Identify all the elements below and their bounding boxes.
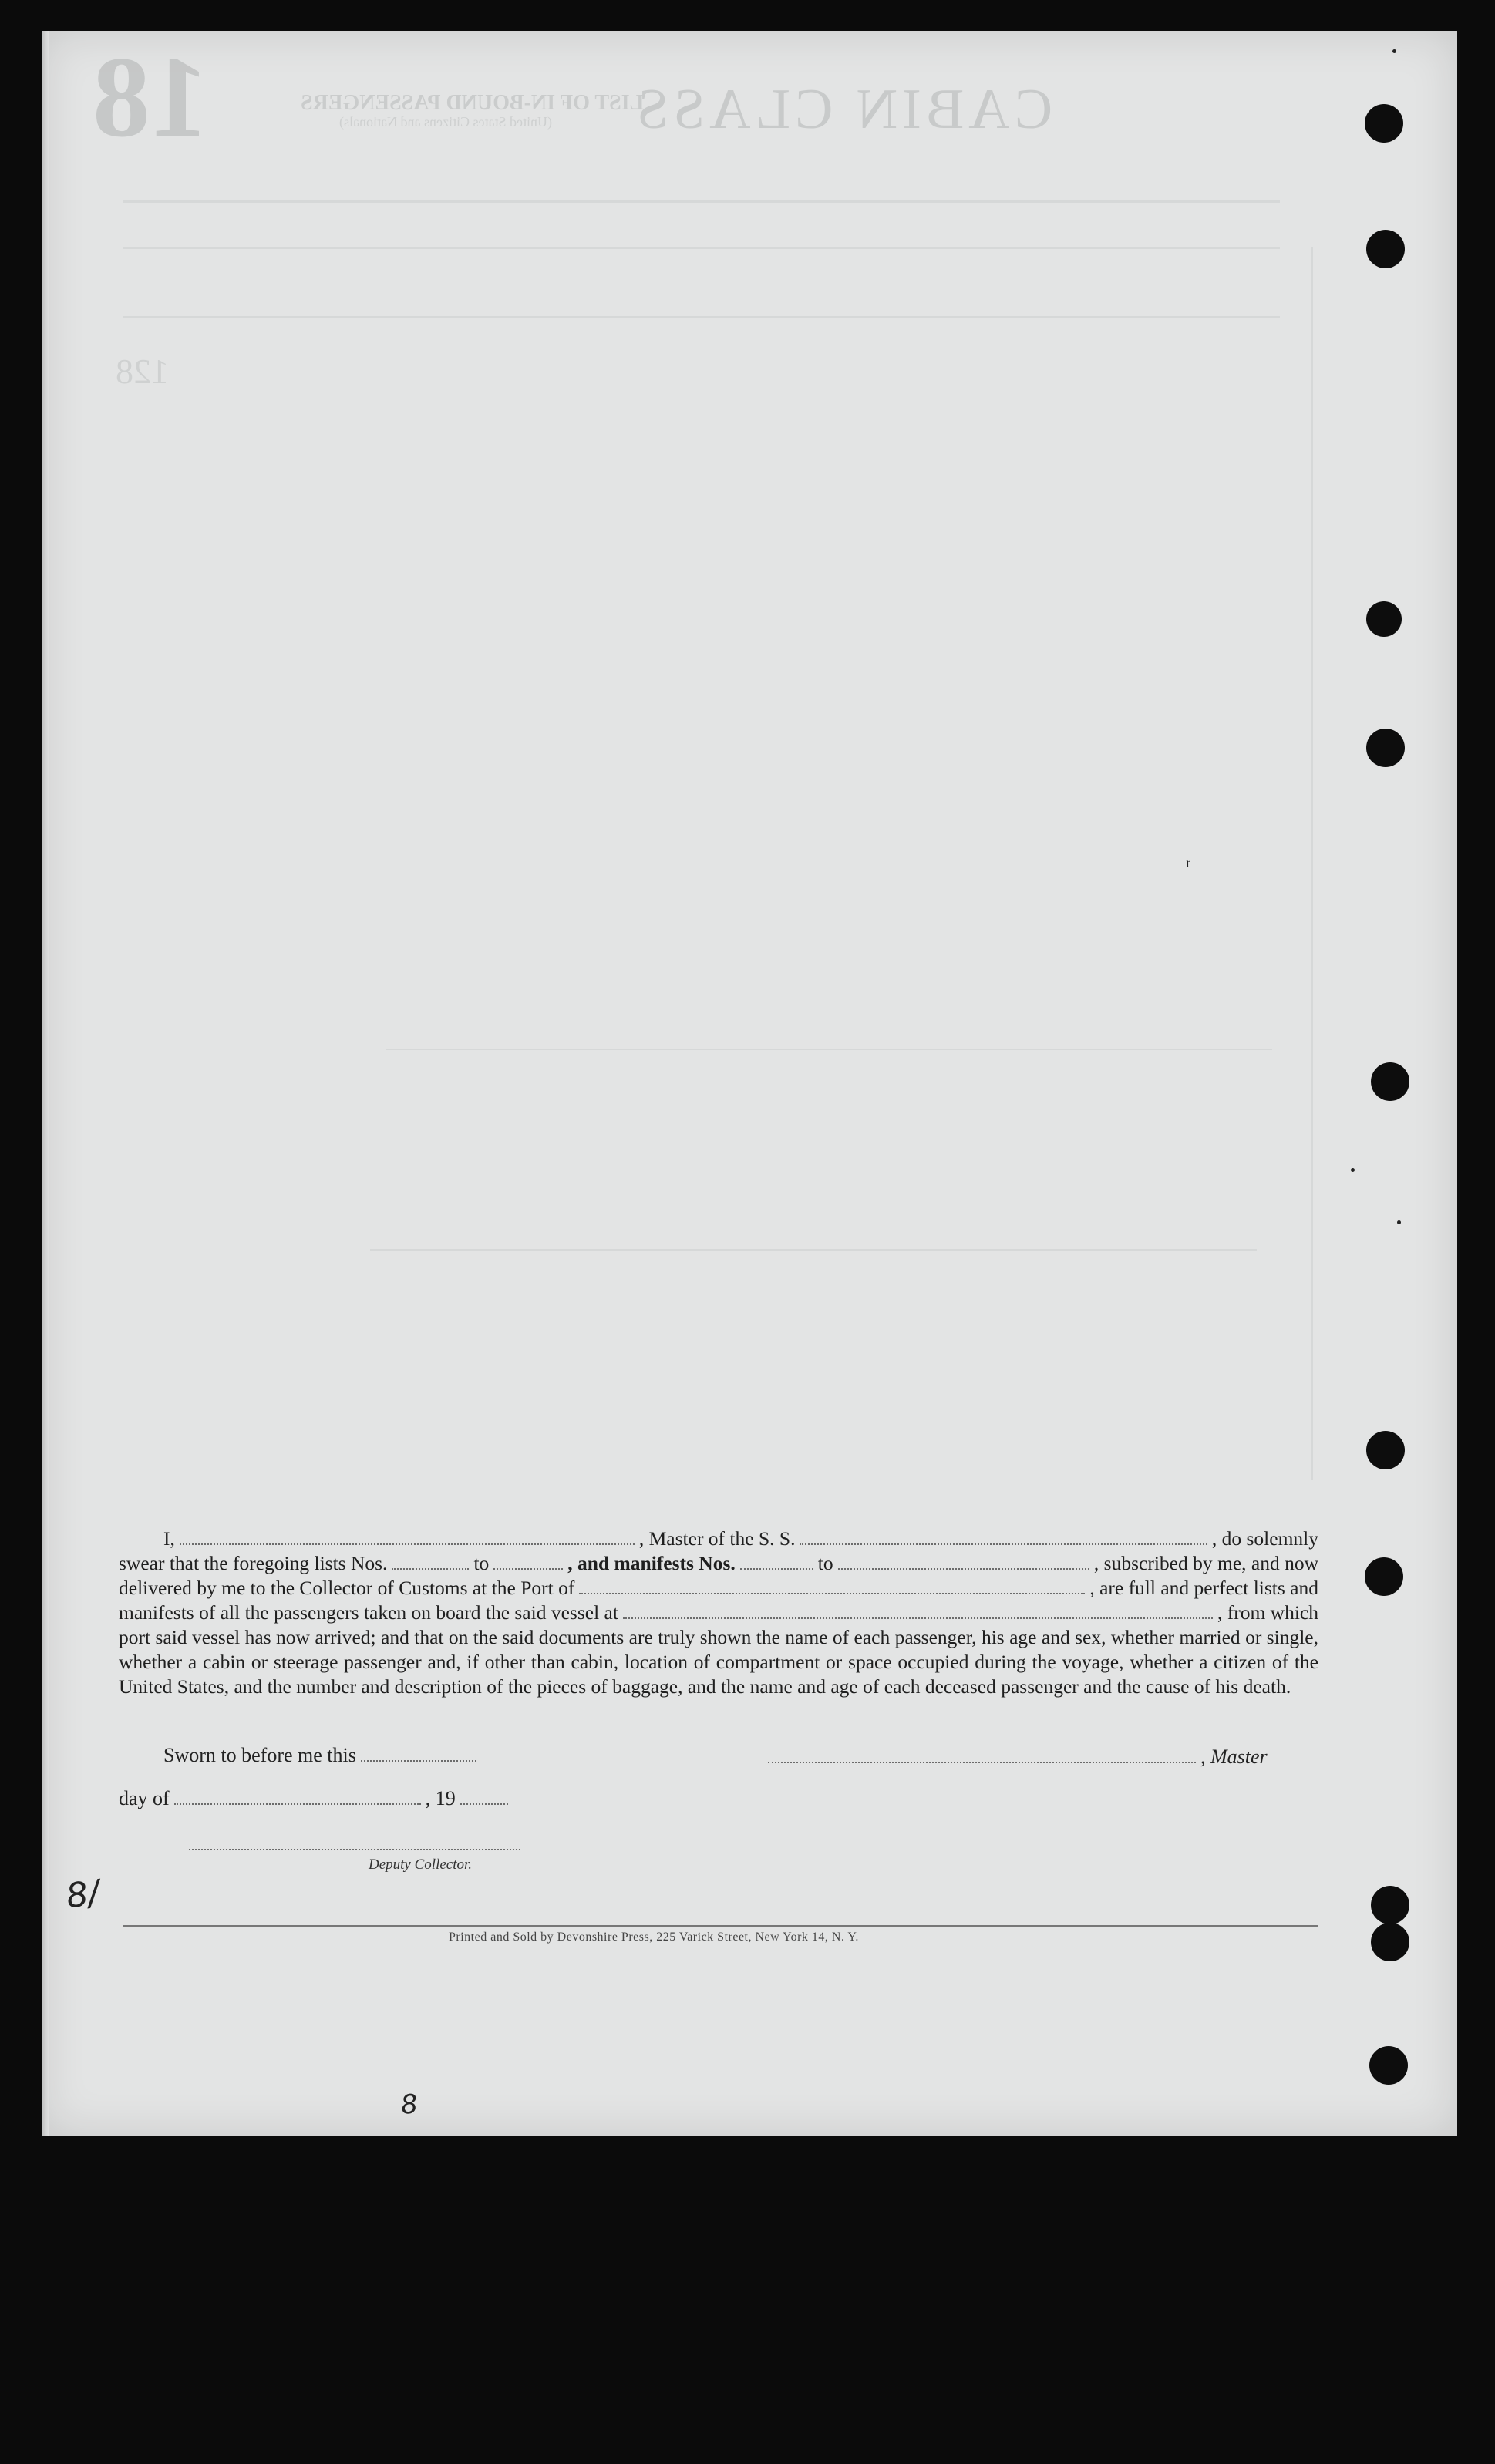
bleed-through-rule [1311, 247, 1313, 1480]
bleed-through-list-title: LIST OF IN-BOUND PASSENGERS [301, 91, 645, 115]
oath-text: to [473, 1552, 490, 1574]
bleed-through-rule [123, 247, 1280, 249]
oath-text: , are full and perfect lists and [1089, 1577, 1318, 1599]
binder-hole [1371, 1062, 1409, 1101]
month-field[interactable] [174, 1792, 421, 1805]
oath-line-1 [119, 1527, 1318, 1551]
manifest-to-field[interactable] [838, 1557, 1089, 1570]
ship-name-field[interactable] [800, 1533, 1207, 1545]
master-signature-field[interactable] [768, 1751, 1196, 1763]
sworn-label: Sworn to before me this [163, 1744, 356, 1766]
oath-text: swear that the foregoing lists Nos. [119, 1552, 388, 1574]
oath-text: to [817, 1552, 833, 1574]
binder-hole [1369, 2046, 1408, 2085]
margin-handwriting: 8/ [63, 1873, 103, 1917]
binder-hole [1365, 104, 1403, 143]
bleed-through-rule [370, 1249, 1257, 1251]
sworn-date-field[interactable] [361, 1749, 476, 1762]
oath-text: manifests of all the passengers taken on board the said vessel at [119, 1601, 618, 1624]
binder-hole [1366, 230, 1405, 268]
master-name-field[interactable] [180, 1533, 635, 1545]
footer-rule [123, 1925, 1318, 1927]
document-page [42, 31, 1457, 2136]
oath-pronoun: I, [163, 1527, 175, 1550]
oath-text: , and manifests Nos. [567, 1552, 736, 1574]
departure-port-field[interactable] [623, 1607, 1213, 1619]
bleed-through-number: 18 [93, 33, 208, 161]
speck [1351, 1168, 1355, 1172]
oath-text: , subscribed by me, and now [1093, 1552, 1318, 1574]
page-edge-shadow [42, 31, 49, 2136]
binder-hole [1366, 729, 1405, 767]
printer-imprint: Printed and Sold by Devonshire Press, 225 Varick Street, New York 14, N. Y. [449, 1930, 859, 1944]
deputy-collector-label: Deputy Collector. [369, 1856, 473, 1873]
oath-line-2 [119, 1551, 1318, 1576]
pencil-mark: ʳ [1186, 854, 1191, 878]
list-from-field[interactable] [392, 1557, 469, 1570]
binder-hole [1365, 1557, 1403, 1596]
bleed-through-rule [123, 200, 1280, 203]
oath-text: , do solemnly [1211, 1527, 1318, 1550]
master-signature-line [763, 1745, 1268, 1769]
day-of-line [119, 1787, 513, 1810]
port-field[interactable] [579, 1582, 1085, 1594]
oath-text: , from which [1217, 1601, 1318, 1624]
year-field[interactable] [460, 1792, 508, 1805]
sworn-line [163, 1744, 481, 1767]
manifest-from-field[interactable] [740, 1557, 813, 1570]
binder-hole [1366, 601, 1402, 637]
oath-line-3 [119, 1576, 1318, 1601]
bleed-through-list-subtitle: (United States Citizens and Nationals) [339, 114, 552, 130]
bleed-through-page-number: 128 [116, 352, 169, 391]
day-of-label: day of [119, 1787, 170, 1809]
oath-text: delivered by me to the Collector of Customs at the Port of [119, 1577, 575, 1599]
bleed-through-cabin-class: CABIN CLASS [632, 78, 1053, 141]
bleed-through-rule [386, 1049, 1272, 1050]
bleed-through-rule [123, 316, 1280, 318]
binder-hole [1371, 1886, 1409, 1924]
year-label: , 19 [425, 1787, 456, 1809]
list-to-field[interactable] [493, 1557, 563, 1570]
master-label: , Master [1200, 1745, 1268, 1768]
bottom-handwriting: 8 [399, 2088, 419, 2122]
speck [1397, 1220, 1401, 1224]
binder-hole [1366, 1431, 1405, 1469]
oath-line-4 [119, 1601, 1318, 1625]
deputy-signature-field[interactable] [189, 1849, 520, 1850]
binder-hole [1371, 1923, 1409, 1961]
oath-block [119, 1527, 1318, 1699]
speck [1392, 49, 1396, 53]
oath-text: , Master of the S. S. [638, 1527, 796, 1550]
oath-body: port said vessel has now arrived; and that on the said documents are truly shown the name of each passenger, his age and sex, whether married or single, whether a cabin or steerage passenger and, if other than cabin, location of compartment or space occupied during the voyage, whether a citizen of the United States, and the number and description of the pieces of baggage, and the name and age of each deceased passenger and the cause of his death. [119, 1626, 1318, 1698]
